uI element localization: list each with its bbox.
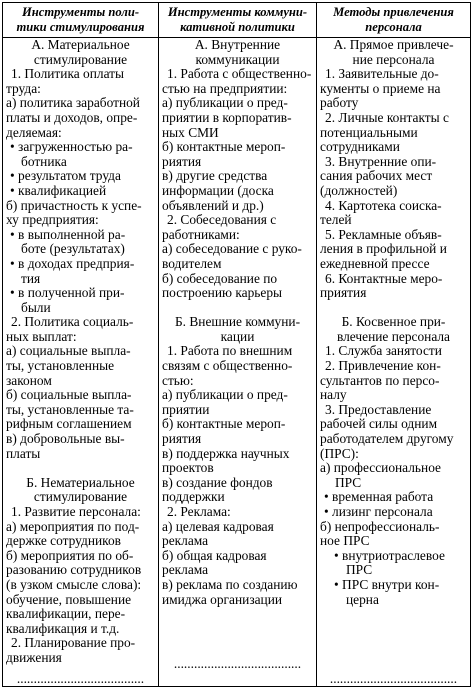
text-line: б) непрофессиональ- [320,519,440,534]
text-line: объявлений и др.) [162,198,264,213]
text-line: сотрудниками [320,140,400,155]
recruitment-methods-cell [317,38,471,687]
text-line: деляемая: [6,125,62,140]
text-line: приятии в корпоратив- [162,110,292,125]
section-heading-line: ние персонала [352,52,435,67]
text-line: стью: [162,373,194,388]
text-line: риятия [162,432,202,447]
section-heading-line: ...................................... [329,671,458,686]
text-line: б) мероприятия по об- [6,548,134,563]
text-line: проектов [162,461,214,476]
text-line: приятия [320,286,367,301]
text-line: держке сотрудников [6,534,122,549]
bullet-item: • лизинг персонала [320,505,467,520]
text-line: риятия [162,154,202,169]
text-line: 2. Привлечение кон- [325,359,441,374]
text-line: ное ПРС [320,534,370,549]
text-line: сультантов по персо- [320,373,440,388]
blank-line [320,607,467,622]
text-line: 1. Служба занятости [325,344,442,359]
table-body-row [3,38,471,687]
text-line: платы [6,446,41,461]
text-line: б) контактные мероп- [162,140,286,155]
text-line: разованию сотрудников [6,563,142,578]
text-line: потенциальными [320,125,418,140]
text-line: ных СМИ [162,125,219,140]
text-line: б) социальные выпла- [6,388,132,403]
text-line: ты, установленные [6,359,115,374]
text-line: а) мероприятия по под- [6,519,140,534]
blank-line [162,301,313,316]
bullet-item: • внутриотраслевое [320,549,467,564]
section-heading-line: А. Материальное [31,38,130,52]
text-line: 1. Работа по внешним [167,344,293,359]
text-line: а) целевая кадровая [162,519,274,534]
bullet-item: • временная работа [320,490,467,505]
text-line: в) добровольные вы- [6,432,125,447]
text-line: квалификация и т.д. [6,621,120,636]
text-line: движения [6,650,62,665]
text-line: информации (доска [162,183,274,198]
stimulation-tools-cell [3,38,159,687]
header-line: Инструменты поли- [21,5,140,19]
text-line: работодателем другому [320,432,454,447]
bullet-item: • в полученной при- [6,286,155,301]
section-heading-line: А. Прямое привлече- [333,38,454,52]
text-line: работу [320,96,359,111]
table-header-row [3,3,471,38]
bullet-item: • квалификацией [6,184,155,199]
text-line: платы и доходов, опре- [6,110,138,125]
text-line: б) общая кадровая [162,548,267,563]
header-line: персонала [365,20,422,34]
text-line: (должностей) [320,183,398,198]
header-line: тики стимулирования [16,20,145,34]
text-line: квалификации, пере- [6,607,126,622]
text-line: телей [320,213,352,228]
section-heading-line: ...................................... [16,671,145,686]
header-stimulation-tools [3,3,159,38]
text-line: законом [6,373,52,388]
text-line: 2. Реклама: [167,505,231,519]
text-line: имиджа организации [162,592,283,607]
text-line: 3. Внутренние опи- [325,154,437,169]
text-line: реклама [162,563,209,578]
section-heading-line: А. Внутренние [194,38,281,52]
section-heading-line: стимулирование [33,52,128,67]
text-line: в) поддержка научных [162,446,290,461]
text-line: б) причастность к успе- [6,198,142,213]
text-line: а) политика заработной [6,96,140,111]
text-line: а) собеседование с руко- [162,242,302,257]
text-line: 2. Политика социаль- [11,315,134,330]
text-line: 1. Заявительные до- [325,67,439,82]
text-line: 1. Работа с общественно- [167,67,312,82]
header-line: Инструменты коммуни- [167,5,308,19]
text-line: 1. Развитие персонала: [11,505,141,519]
text-line: кументы о приеме на [320,81,441,96]
blank-line [320,622,467,637]
text-line: поддержки [162,490,225,505]
text-line: а) публикации о пред- [162,388,288,403]
communication-tools-cell [159,38,317,687]
text-line: б) собеседование по [162,271,278,286]
text-line: ПРС [346,563,373,578]
text-line: 2. Личные контакты с [325,110,449,125]
text-line: в) создание фондов [162,475,273,490]
text-line: б) контактные мероп- [162,417,286,432]
text-line: труда: [6,81,41,96]
text-line: 5. Рекламные объяв- [325,227,442,242]
text-line: рабочей силы одним [320,417,438,432]
text-line: 2. Планирование про- [11,636,136,651]
text-line: обучение, повышение [6,592,132,607]
text-line: в) другие средства [162,169,268,184]
text-line: 4. Картотека соиска- [325,198,442,213]
text-line: рифным соглашением [6,417,132,432]
blank-line [6,461,155,476]
blank-line [320,301,467,316]
blank-line [320,651,467,666]
text-line: а) социальные выпла- [6,344,131,359]
header-recruitment-methods [317,3,471,38]
section-heading-line: влечение персонала [336,329,451,344]
text-line: а) профессиональное [320,461,441,476]
text-line: работниками: [162,227,240,242]
section-heading-line: Б. Нематериальное [26,475,135,490]
text-line: реклама [162,534,209,549]
header-line: кативной политики [180,20,295,34]
text-line: налу [320,388,347,403]
text-line: ежедневной прессе [320,256,430,271]
blank-line [320,636,467,651]
text-line: ху предприятия: [6,213,99,228]
section-heading-line: кации [220,329,255,344]
bullet-item: • ПРС внутри кон- [320,578,467,593]
methods-table [2,2,471,687]
text-line: ты, установленные та- [6,402,134,417]
text-line: сания рабочих мест [320,169,433,184]
section-heading-line: Б. Косвенное при- [341,315,446,330]
text-line: 6. Контактные меро- [325,271,443,286]
bullet-item: • в доходах предприя- [6,257,155,272]
text-line: в) реклама по созданию [162,577,298,592]
blank-line [162,636,313,651]
header-line: Методы привлечения [333,5,454,19]
section-heading-line: стимулирование [33,490,128,505]
text-line: приятии [162,402,210,417]
bullet-item: • в выполненной ра- [6,228,155,243]
header-communication-tools [159,3,317,38]
text-line: церна [346,592,379,607]
section-heading-line: коммуникации [195,52,280,67]
text-line: 2. Собеседования с [167,213,277,228]
text-line: ных выплат: [6,329,77,344]
text-line: ления в профильной и [320,242,447,257]
text-line: 3. Предоставление [325,402,432,417]
bullet-item: • результатом труда [6,169,155,184]
text-line: водителем [162,256,222,271]
text-line: связям с общественно- [162,359,293,374]
text-line: боте (результатах) [21,242,125,257]
blank-line [162,607,313,622]
section-heading-line: Б. Внешние коммуни- [174,315,301,330]
text-line: 1. Политика оплаты [11,67,125,82]
text-line: были [21,300,51,315]
bullet-item: • загруженностью ра- [6,140,155,155]
text-line: стью на предприятии: [162,81,288,96]
text-line: ботника [21,154,67,169]
text-line: ПРС [335,475,362,490]
section-heading-line: ...................................... [173,656,302,671]
text-line: построению карьеры [162,286,283,301]
blank-line [162,622,313,637]
text-line: тия [21,271,41,286]
text-line: (в узком смысле слова): [6,577,142,592]
text-line: а) публикации о пред- [162,96,288,111]
text-line: (ПРС): [320,446,359,461]
